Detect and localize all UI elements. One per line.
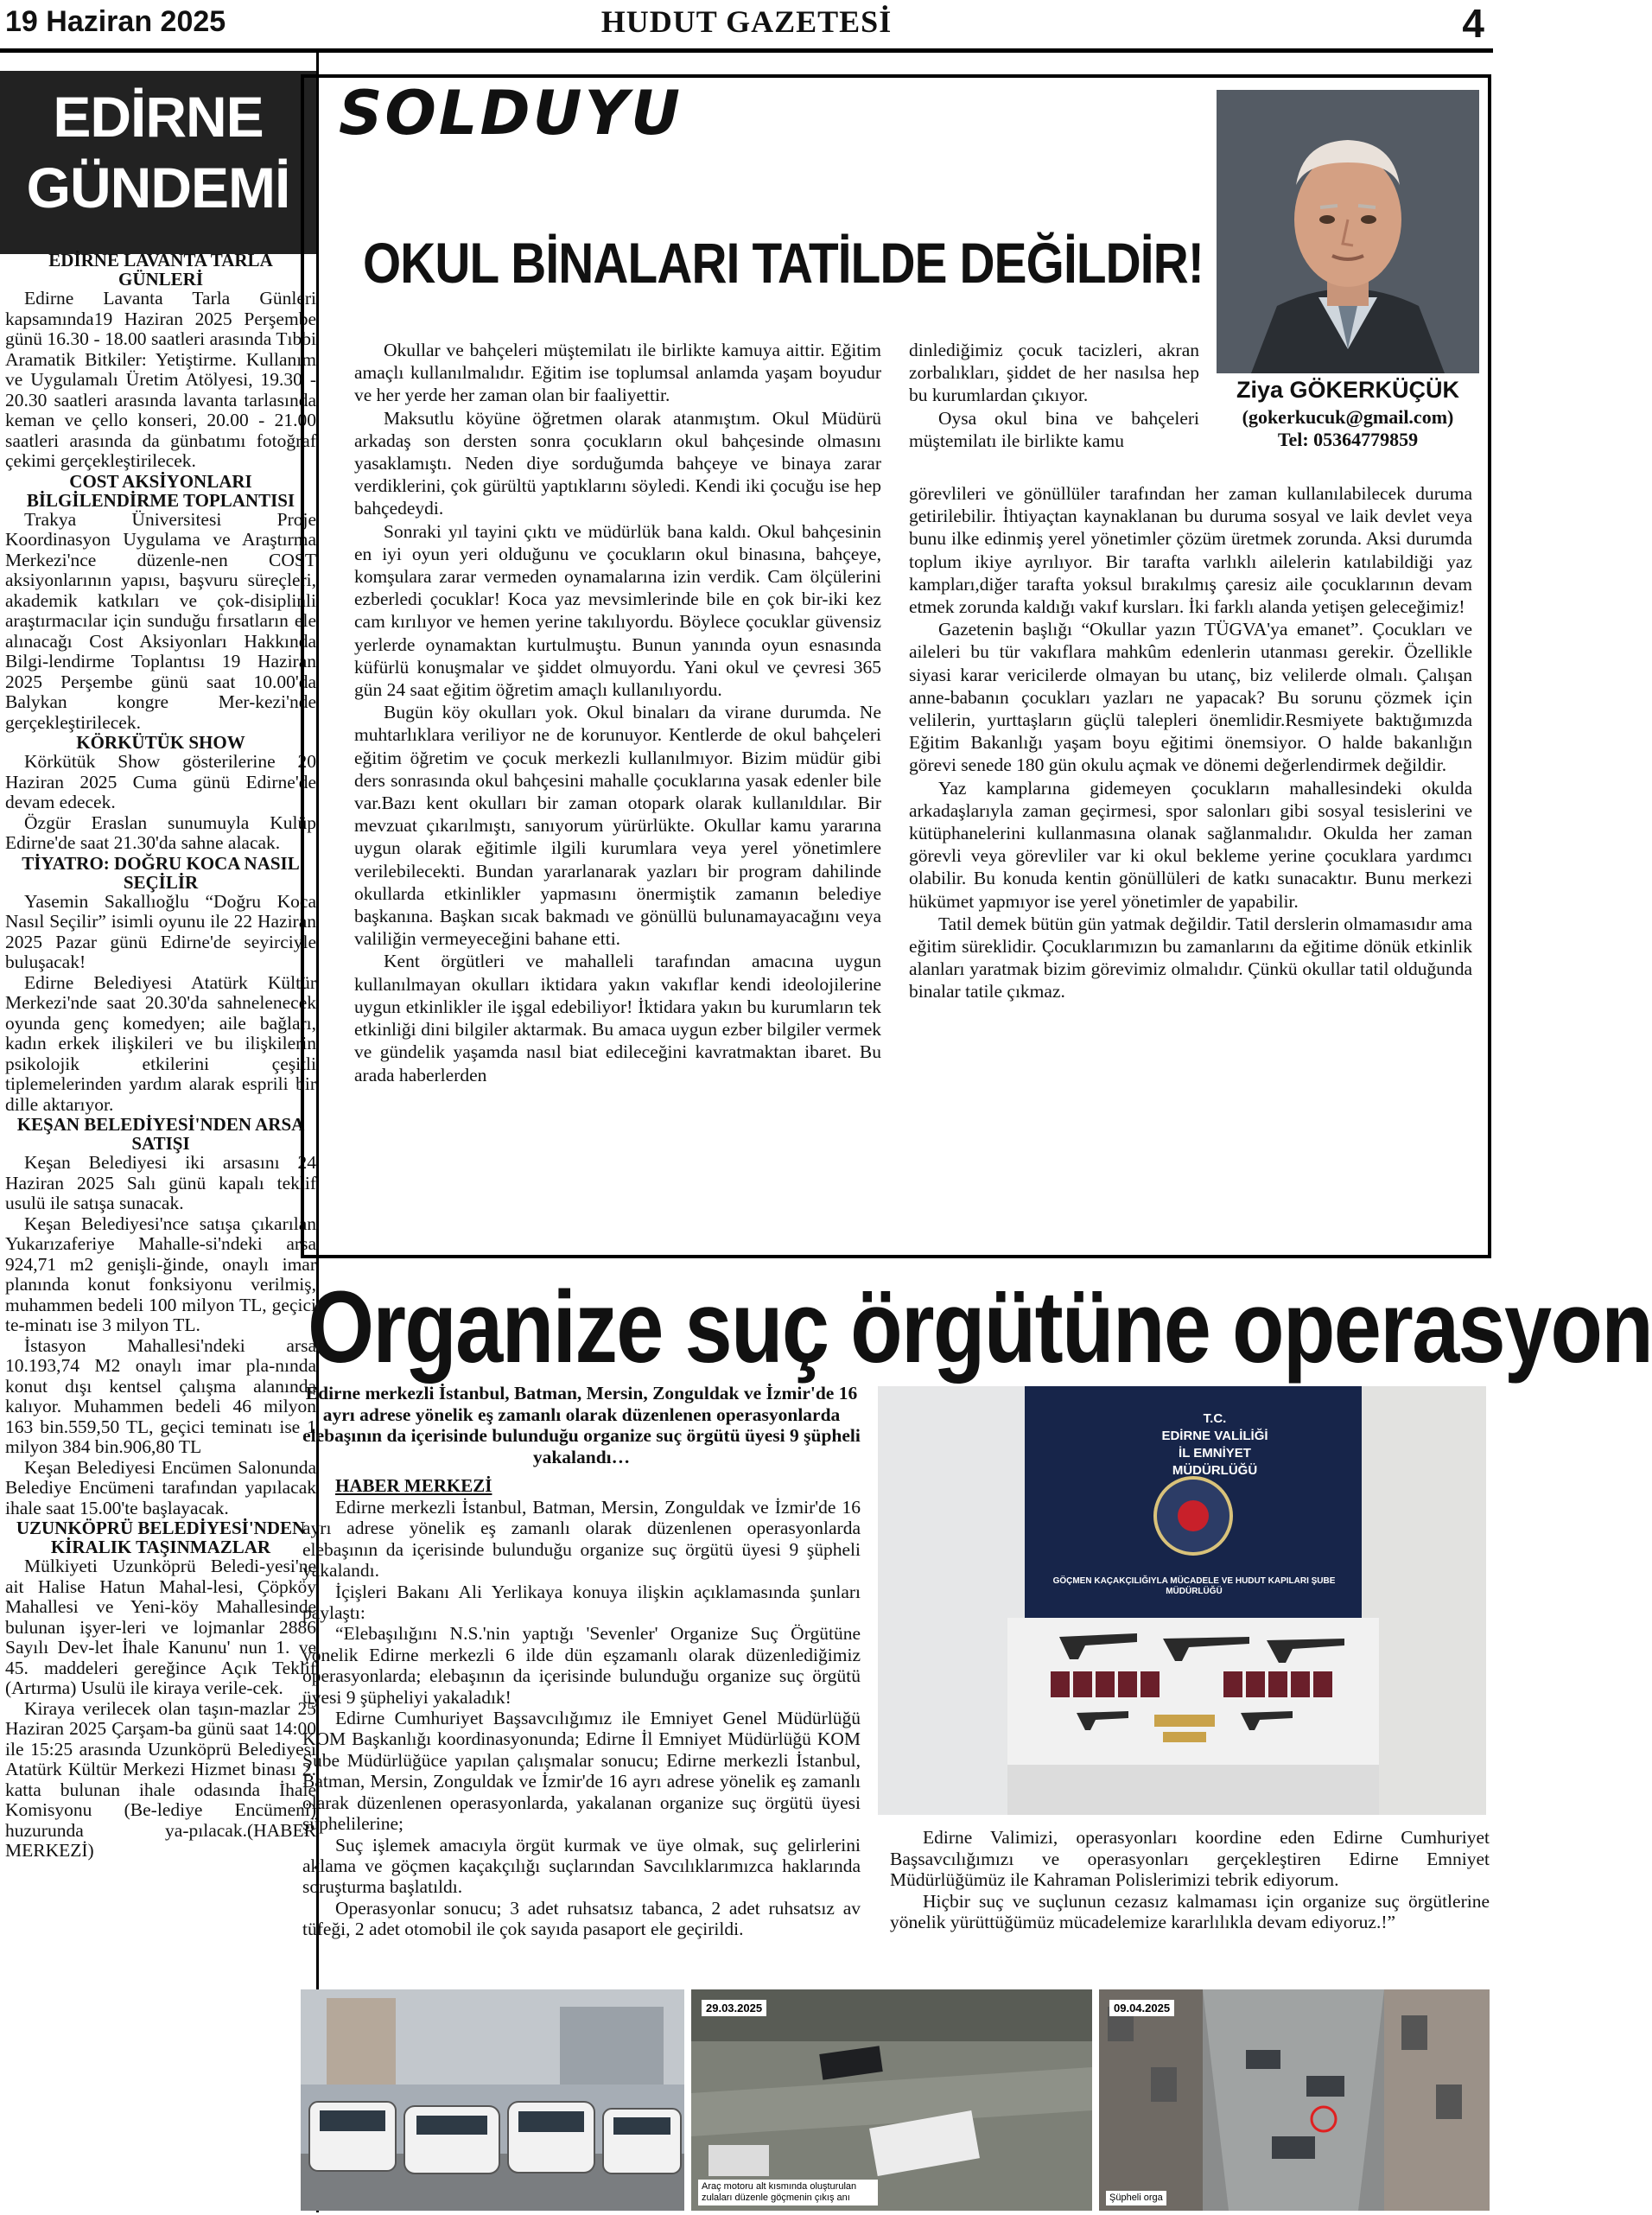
agenda-item-title: EDİRNE LAVANTA TARLA GÜNLERİ [48,250,273,290]
agenda-item-body: Edirne Lavanta Tarla Günleri kapsamında19 Haziran 2025 Perşembe günü 16.30 - 18.00 saatleri arasında Tıbbi Aramatik Bitkiler: Yetiştirme. Kullanım ve Uygulamalı Üretim Atölyesi, 19.30 - 20.30 saatleri arasında lavanta tarlasında keman ve çello konseri, 20.00 - 21.00 saatleri arasında da günbatımı fotoğraf çekimi gerçekleştirilecek. [5,288,316,471]
issue-date: 19 Haziran 2025 [5,5,226,38]
news-paragraph: “Elebaşılığını N.S.'nin yaptığı 'Sevenler' Organize Suç Örgütüne yönelik Edirne merkezli 6 ilde dün eşzamanlı olarak düzenlediğimiz operasyonlarda; elebaşının da içerisinde bulunduğu organize suç örgütü üyesi 9 şüpheliyi yakaladık! [302,1623,861,1708]
photo-caption: Araç motoru alt kısmında oluşturulan zulaları düzenle göçmenin çıkış anı [698,2180,878,2205]
agenda-item-body: Trakya Üniversitesi Proje Koordinasyon Uygulama ve Araştırma Merkezi'nce düzenle-nen COST aksiyonlarının yapısı, başvuru süreçleri, akademik katkıları ve çok-disiplinli araştırmacılar için sunduğu fırsatların ele alınacağı Cost Aksiyonları Hakkında Bilgi-lendirme Toplantısı 19 Haziran 2025 Perşembe günü saat 10.00'da Balykan kongre Mer-kezi'nde gerçekleştirilecek. [5,508,316,733]
photo-date: 09.04.2025 [1109,2000,1174,2016]
editorial-paragraph: dinlediğimiz çocuk tacizleri, akran zorbalıkları, şiddet de her nasılsa hep bu kurumlardan çıkıyor. [909,340,1199,406]
author-email: (gokerkucuk@gmail.com) [1242,406,1454,428]
news-lead: Edirne merkezli İstanbul, Batman, Mersin, Zonguldak ve İzmir'de 16 ayrı adrese yönelik eş zamanlı olarak düzenlenen operasyonlarda elebaşının da içerisinde bulunduğu organize suç örgütü üyesi 9 şüpheli yakalandı… [302,1383,861,1467]
author-phone: Tel: 05364779859 [1277,429,1419,450]
police-banner [1137,1410,1293,1480]
agenda-item-body: Kiraya verilecek olan taşın-mazlar 25 Haziran 2025 Çarşam-ba günü saat 14:00 ile 15:25 arasında Uzunköprü Belediyesi Atatürk Kültür Merkezi Hizmet binası 2. katta bulunan ihale odasında İhale Komisyonu (Be-lediye Encümeni) huzurunda ya-pılacak.(HABER MERKEZİ) [5,1697,316,1861]
agenda-item-body: Körkütük Show gösterilerine 20 Haziran 2025 Cuma günü Edirne'de devam edecek. [5,751,316,812]
vehicles-photo [301,1989,684,2211]
aerial-photo [691,1989,1092,2211]
section-banner [0,71,316,254]
news-paragraph: Suç işlemek amacıyla örgüt kurmak ve üye olmak, suç gelirlerini aklama ve göçmen kaçakçılığı suçlarından Savcılıklarımızca haklarında soruşturma başlatıldı. [302,1834,861,1898]
agenda-item-title: KÖRKÜTÜK SHOW [76,732,245,753]
editorial-column-2 [909,482,1472,1225]
agenda-item-body: Mülkiyeti Uzunköprü Beledi-yesi'ne ait Halise Hatun Mahal-lesi, Çöpköy Mahallesi ve Yeni-köy Mahallesinde bulunan işyer-leri ve lojmanlar 2886 Sayılı Dev-let İhale Kanunu' nun 1. ve 45. maddeleri gereğince Açık Teklif (Artırma) Usulü ile kiraya verile-cek. [5,1556,316,1698]
editorial-paragraph: Yaz kamplarına gidemeyen çocukların mahallesindeki okulda arkadaşlarıyla zaman geçirmesi, spor salonları gibi sosyal tesislerini ve kütüphanelerini kullanmasına olanak sağlanmalıdır. Okulda her zaman görevli veya görevliler var ki okul bekleme yerine çocuklara yardımcı olabilir. Bu konuda kentin gönüllüleri de katkı sunacaktır. Bunu merkezi hükümet yapmıyor ise yerel yönetimler de yapabilir. [909,777,1472,912]
banner-line: T.C. [1203,1411,1227,1426]
news-paragraph: Operasyonlar sonucu; 3 adet ruhsatsız tabanca, 2 adet ruhsatsız av tüfeği, 2 adet otomobil ile çok sayıda pasaport ele geçirildi. [302,1897,861,1940]
aerial-surveillance-image [691,1989,1092,2211]
agenda-item-body: İstasyon Mahallesi'ndeki arsa 10.193,74 M2 onaylı imar pla-nında konut dışı kentsel çalışma alanında kalıyor. Muhammen bedeli 46 milyon 163 bin.559,50 TL, geçici teminatı ise 1 milyon 384 bin.906,80 TL [5,1334,316,1457]
editorial-column-2-top [909,339,1199,452]
seized-items-photo [878,1386,1486,1815]
agenda-item-title: COST AKSİYONLARI BİLGİLENDİRME TOPLANTISI [26,470,295,511]
editorial-paragraph: Kent örgütleri ve mahalleli tarafından amacına uygun kullanılmayan okulları iktidara yakın vakıflar kendi ideolojilerine uygun etkinlikler ile işgal edebiliyor! İktidara yakın bu kurumların tek etkinliği dini bilgiler aktarmak. Bu amaca uygun ezber bilgiler vermek ve gündelik yaşamda nasıl biat edileceğini kavratmaktan ibaret. Bu arada haberlerden [354,951,881,1085]
agenda-item-body: Keşan Belediyesi'nce satışa çıkarılan Yukarızaferiye Mahalle-si'ndeki arsa 924,71 m2 genişli-ğinde, onaylı imar planında konut fonksiyonu verilmiş, muhammen bedeli 100 milyon TL, geçici te-minatı ise 3 milyon TL. [5,1213,316,1335]
agenda-item-body: Yasemin Sakallıoğlu “Doğru Koca Nasıl Seçilir” isimli oyunu ile 22 Haziran 2025 Pazar günü Edirne'de seyirciyle buluşacak! [5,890,316,972]
editorial-title: OKUL BİNALARI TATİLDE DEĞİLDİR! [363,231,1204,295]
caption-paragraph: Hiçbir suç ve suçlunun cezasız kalmaması için organize suç örgütlerine yönelik yürüttüğümüz mücadelemize kararlılıkla devam ediyoruz.!” [890,1890,1490,1932]
editorial-paragraph: Okullar ve bahçeleri müştemilatı ile birlikte kamuya aittir. Eğitim amaçlı kullanılmalıdır. Eğitim ise toplumsal anlamda yaşam boyudur ve her yerde her zaman olan bir faaliyettir. [354,340,881,406]
agenda-item-body: Keşan Belediyesi Encümen Salonunda Belediye Encümeni tarafından yapılacak ihale saat 15.00'te başlayacak. [5,1456,316,1518]
news-quote-caption [890,1827,1490,1933]
news-paragraph: İçişleri Bakanı Ali Yerlikaya konuya ilişkin açıklamasında şunları paylaştı: [302,1581,861,1624]
section-banner-line2: GÜNDEMİ [26,156,290,220]
editorial-paragraph: Gazetenin başlığı “Okullar yazın TÜGVA'ya emanet”. Çocukları ve aileleri bu tür vakıflara mahkûm edenlerin utanması gerekir. Özellikle siyasi karar vericilerde olmayan bu utanç, biz velilerde olmalı. Çalışan anne-babanın çocukları yazları ne yapacak? Bu sorunu çözmek için velilerin, yurttaşların güçlü talepleri önemlidir.Resmiyete baktığımızda Eğitim Bakanlığı yaşam boyu eğitimi önemsiyor. O halde bakanlığın görevi senede 180 gün okulu açmak ve dönemi değerlendirmek değildir. [909,619,1472,776]
agenda-item-title: KEŞAN BELEDİYESİ'NDEN ARSA SATIŞI [16,1114,305,1154]
news-source: HABER MERKEZİ [335,1475,492,1496]
photo-caption: Şüpheli orga [1106,2191,1166,2205]
author-name: Ziya GÖKERKÜÇÜK [1236,377,1460,403]
banner-line: İL EMNİYET MÜDÜRLÜĞÜ [1172,1446,1258,1478]
newspaper-name: HUDUT GAZETESİ [600,4,893,39]
agenda-item-body: Özgür Eraslan sunumuyla Kulüp Edirne'de saat 21.30'da sahne alacak. [5,812,316,853]
agenda-column [5,251,316,2211]
agenda-item-title: UZUNKÖPRÜ BELEDİYESİ'NDEN KİRALIK TAŞINMAZLAR [16,1518,306,1557]
section-banner-line1: EDİRNE [53,85,264,149]
column-name: SOLDUYU [339,78,683,149]
street-surveillance-image [1099,1989,1490,2211]
agenda-item-body: Edirne Belediyesi Atatürk Kültür Merkezi'nde saat 20.30'da sahnelenecek oyunda genç komedyen; aile bağları, kadın erkek ilişkileri ve bu ilişkilerin psikolojik etkilerini çeşitli tiplemelerinden yardım alarak esprili bir dille aktarıyor. [5,971,316,1115]
banner-subtitle: GÖÇMEN KAÇAKÇILIĞIYLA MÜCADELE VE HUDUT KAPILARI ŞUBE MÜDÜRLÜĞÜ [1052,1576,1336,1596]
news-paragraph: Edirne merkezli İstanbul, Batman, Mersin, Zonguldak ve İzmir'de 16 ayrı adrese yönelik eş zamanlı olarak düzenlenen operasyonlarda elebaşının da içerisinde bulunduğu organize suç örgütü üyesi 9 şüpheli yakalandı. [302,1497,861,1582]
editorial-paragraph: Bugün köy okulları yok. Okul binaları da virane durumda. Ne muhtarlıklara veriliyor ne de korunuyor. Kentlerde de okul bahçeleri eğitim öğretim ve çocuk merkezli kullanılmıyor. Bizim müdür gibi ders sonrasında okul bahçesini mahalle çocuklarına yasak edenler bile var.Bazı kent okulları bir zaman otopark olarak kullanıldılar. Bir mevzuat çıkarılmıştı, sanıyorum yürürlükte. Okullar kamu yararına uygun olarak eğitimle ilgili kurumlara veya yerel yönetimlere verilebilecekti. Bundan yararlanarak yazları bir program dahilinde okullarda etkinlikler yapmasını önermiştik zamanın belediye başkanına. Başkan sıcak bakmadı ve gönüllü bulunamayacağını veya valiliğin vermeyeceğini bahane etti. [354,702,881,950]
page-number: 4 [1462,1,1484,46]
editorial-paragraph: görevlileri ve gönüllüler tarafından her zaman kullanılabilecek duruma getirilebilir. İhtiyaçtan kaynaklanan bu duruma sosyal ve laik devlet veya bunu ilke edinmiş yerel yönetimler çözüm üretmek zorunda. Aksi durumda toplum ikiye ayrılıyor. Bir tarafta varlıklı ailelerin katılabildiği yaz kampları,diğer tarafta yoksul bırakılmış çaresiz aile çocuklarının devam etmek zorunda kaldığı vakıf kursları. İki farklı alanda yetişen geleceğimiz! [909,483,1472,618]
photo-date: 29.03.2025 [702,2000,766,2016]
street-photo [1099,1989,1490,2211]
news-paragraph: Edirne Cumhuriyet Başsavcılığımız ile Emniyet Genel Müdürlüğü KOM Başkanlığı koordinasyonunda; Edirne İl Emniyet Müdürlüğü KOM Şube Müdürlüğüce yapılan çalışmalar sonucu; Edirne merkezli İstanbul, Batman, Mersin, Zonguldak ve İzmir'de 16 ayrı adrese yönelik eş zamanlı olarak düzenlenen operasyonlarda, yakalanan organize suç örgütü üyesi şüphelilerine; [302,1708,861,1835]
caption-paragraph: Edirne Valimizi, operasyonları koordine eden Edirne Cumhuriyet Başsavcılığımızı ve operasyonları gerçekleştiren Edirne Emniyet Müdürlüğümüz ile Kahraman Polislerimizi tebrik ediyorum. [890,1827,1490,1890]
agenda-item-title: TİYATRO: DOĞRU KOCA NASIL SEÇİLİR [22,852,300,893]
news-headline: Organize suç örgütüne operasyon [308,1270,1652,1384]
editorial-paragraph: Tatil demek bütün gün yatmak değildir. Tatil derslerin olmamasıdır ama eğitim süreklidir. Çocuklarımızın bu zamanlarını da eğitime dönük etkinlik alanları yaratmak bizim görevimiz olmalıdır. Çünkü okullar tatil olduğunda binalar tatile çıkmaz. [909,913,1472,1002]
parked-cars-image [301,1989,684,2211]
editorial-paragraph: Maksutlu köyüne öğretmen olarak atanmıştım. Okul Müdürü arkadaş son dersten sonra çocukların okul bahçesinde olmasını yasaklamıştı. Neden diye sorduğumda bahçeye ve binaya zarar verdiklerini, çok gürültü yaptıklarını söyledi. Kendi iki çocuğu ise hep bahçedeydi. [354,407,881,519]
news-body [302,1497,861,1981]
editorial-column-1 [354,339,881,1229]
editorial-paragraph: Oysa okul bina ve bahçeleri müştemilatı ile birlikte kamu [909,407,1199,451]
agenda-item-body: Keşan Belediyesi iki arsasını 24 Haziran 2025 Salı günü kapalı teklif usulü ile satışa sunacak. [5,1152,316,1213]
banner-line: EDİRNE VALİLİĞİ [1161,1429,1268,1443]
author-portrait-image [1217,90,1479,373]
editorial-paragraph: Sonraki yıl tayini çıktı ve müdürlük bana kaldı. Okul bahçesinin en iyi oyun yeri olduğunu ve çocukların okul binasına, bahçeye, komşulara zarar vermeden oynamalarına izin verdik. Cam ölçülerini ezberledi çocuklar! Koca yaz mevsimlerinde bile en çok bir-iki kez cam kırılıyor ve hemen yerine takılıyordu. Böylece çocuklar güvensiz yerlerde oynamaktan kurtulmuştu. Bunun yanında oyun esnasında küfürlü konuşmalar ve şiddet olmuyordu. Yani okul ve çevresi 365 gün 24 saat eğitim öğretim amaçlı kullanılıyordu. [354,520,881,701]
author-photo [1217,90,1479,373]
